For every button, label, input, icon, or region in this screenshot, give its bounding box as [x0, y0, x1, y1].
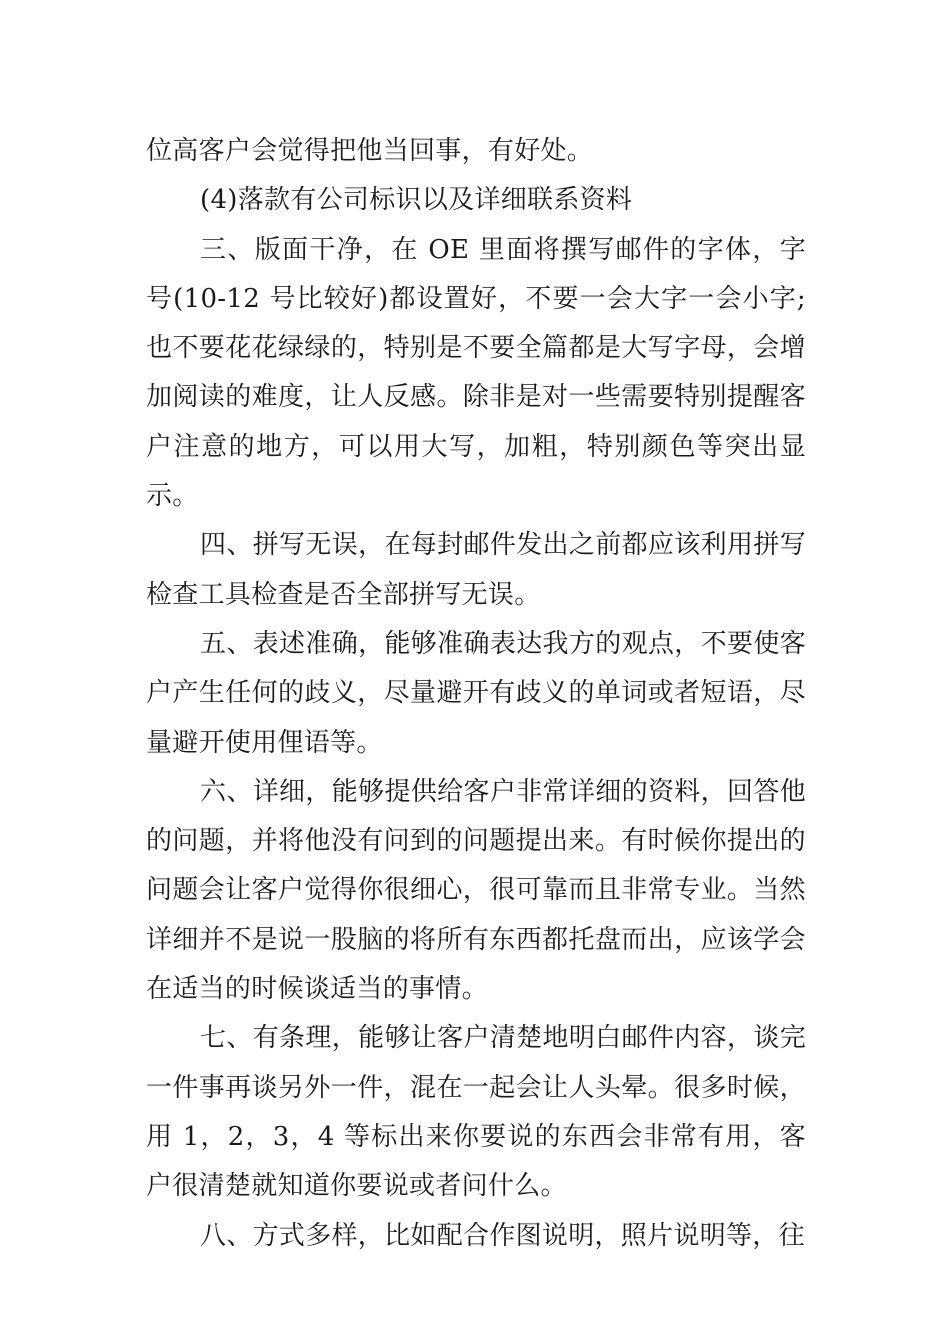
paragraph-organization: 七、有条理，能够让客户清楚地明白邮件内容，谈完一件事再谈另外一件，混在一起会让人头晕。很多时候，用 1，2，3，4 等标出来你要说的东西会非常有用，客户很清楚就知道你要说或者问什么。 [146, 1023, 806, 1202]
paragraph-spelling: 四、拼写无误，在每封邮件发出之前都应该利用拼写检查工具检查是否全部拼写无误。 [146, 530, 806, 610]
paragraph-continuation: 位高客户会觉得把他当回事，有好处。 [146, 136, 594, 166]
paragraph-variety: 八、方式多样，比如配合作图说明，照片说明等，往 [200, 1220, 805, 1251]
paragraph-accuracy: 五、表述准确，能够准确表达我方的观点，不要使客户产生任何的歧义，尽量避开有歧义的单词或者短语，尽量避开使用俚语等。 [146, 628, 806, 758]
paragraph-detail: 六、详细，能够提供给客户非常详细的资料，回答他的问题，并将他没有问到的问题提出来。有时候你提出的问题会让客户觉得你很细心，很可靠而且非常专业。当然详细并不是说一股脑的将所有东西都托盘而出，应该学会在适当的时候谈适当的事情。 [146, 776, 806, 1005]
paragraph-signature-item: (4)落款有公司标识以及详细联系资料 [200, 185, 633, 216]
paragraph-clean-layout: 三、版面干净，在 OE 里面将撰写邮件的字体，字号(10-12 号比较好)都设置好，不要一会大字一会小字;也不要花花绿绿的，特别是不要全篇都是大写字母，会增加阅读的难度，让人反感。除非是对一些需要特别提醒客户注意的地方，可以用大写，加粗，特别颜色等突出显示。 [146, 234, 806, 512]
document-page [146, 127, 806, 1261]
